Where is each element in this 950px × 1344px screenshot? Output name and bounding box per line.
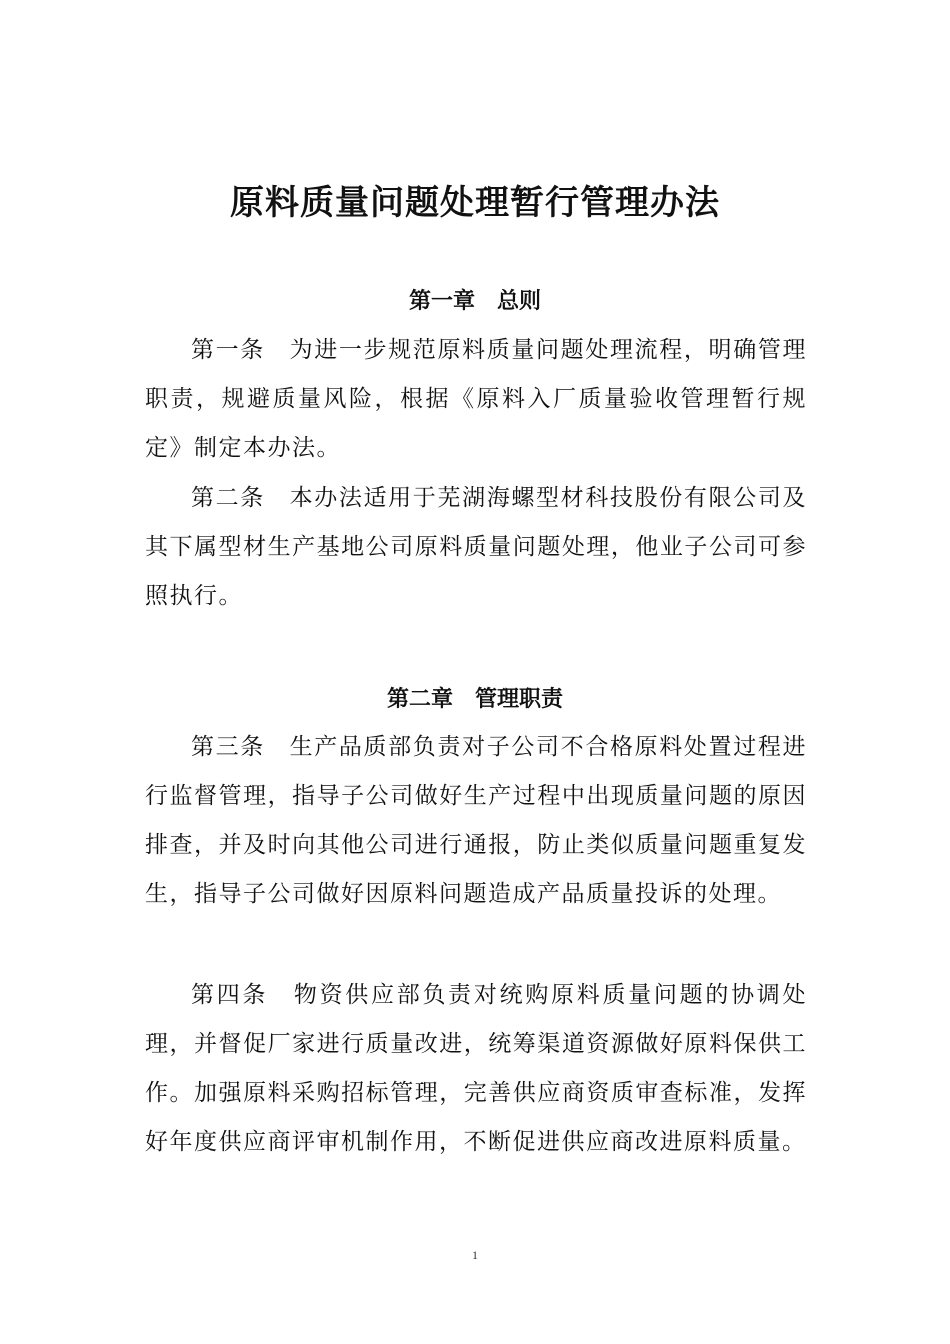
article-1: 第一条 为进一步规范原料质量问题处理流程，明确管理职责，规避质量风险，根据《原料入厂质量验收管理暂行规定》制定本办法。 <box>145 337 807 461</box>
document-title: 原料质量问题处理暂行管理办法 <box>230 183 720 223</box>
article-4: 第四条 物资供应部负责对统购原料质量问题的协调处理，并督促厂家进行质量改进，统筹渠道资源做好原料保供工作。加强原料采购招标管理，完善供应商资质审查标准，发挥好年度供应商评审机制作用，不断促进供应商改进原料质量。 <box>145 982 807 1155</box>
chapter-1-heading: 第一章 总则 <box>408 288 541 314</box>
page-number: 1 <box>472 1248 478 1262</box>
chapter-2-heading: 第二章 管理职责 <box>386 686 563 712</box>
article-3: 第三条 生产品质部负责对子公司不合格原料处置过程进行监督管理，指导子公司做好生产过程中出现质量问题的原因排查，并及时向其他公司进行通报，防止类似质量问题重复发生，指导子公司做好因原料问题造成产品质量投诉的处理。 <box>145 734 807 907</box>
article-2: 第二条 本办法适用于芜湖海螺型材科技股份有限公司及其下属型材生产基地公司原料质量问题处理，他业子公司可参照执行。 <box>145 485 807 609</box>
